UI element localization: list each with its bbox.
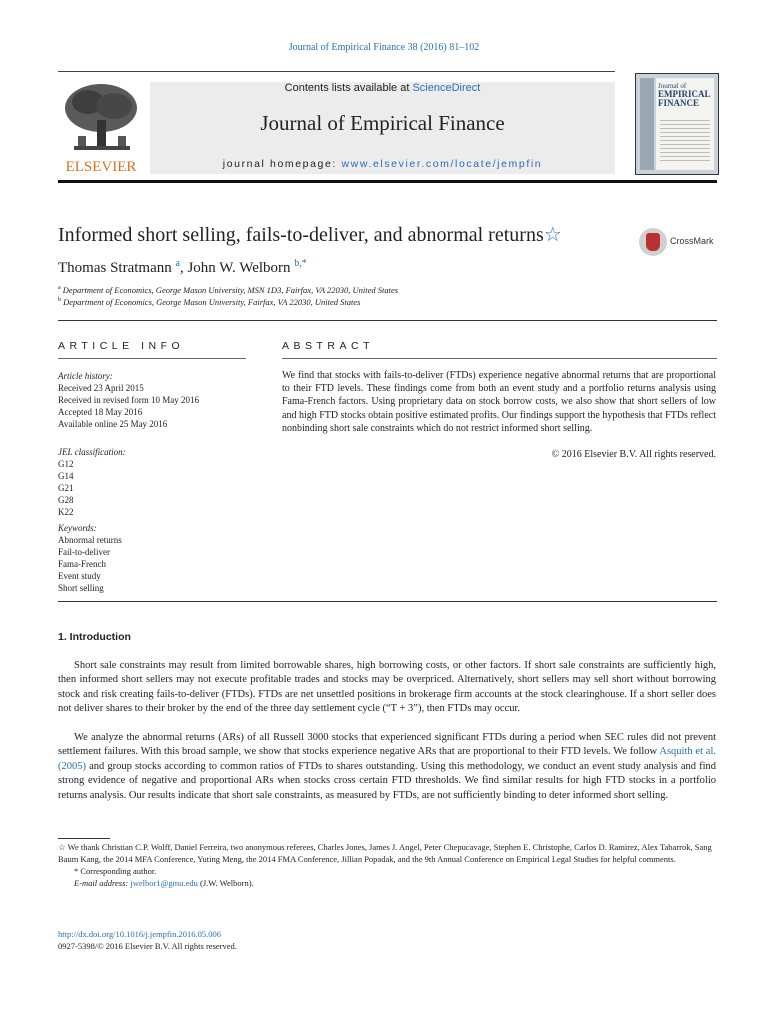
crossmark-label: CrossMark <box>670 236 714 246</box>
footnote-asterisk: * <box>74 866 79 876</box>
footnote-corresponding <box>58 865 716 877</box>
jel-code: G21 <box>58 483 74 493</box>
paragraph-text: We analyze the abnormal returns (ARs) of all Russell 3000 stocks that experienced significant FTDs during a period when SEC rules did not prevent settlement failures. With this broad sample, we show that stocks experience negative ARs that are proportional to their FTD levels. We follow <box>58 732 716 758</box>
body-paragraph: Short sale constraints may result from limited borrowable shares, high borrowing costs, or other factors. If short sale constraints are sufficiently high, then informed short sellers may not execute profitable trades and stocks may be overpriced. Alternatively, short sellers may sell short without borrowing stock and risk creating fails-to-deliver (FTDs). FTDs are net unsettled positions in brokerage firm accounts at the stock clearinghouse. If a short seller does not deliver shares to their broker by the end of the three day settlement cycle (“T + 3”), then FTDs may occur. <box>58 660 716 715</box>
keyword: Event study <box>58 571 101 581</box>
affiliation-b <box>58 297 360 307</box>
footnote-email <box>58 877 716 889</box>
journal-title: Journal of Empirical Finance <box>260 111 505 135</box>
jel-label: JEL classification: <box>58 447 126 457</box>
divider <box>58 320 717 321</box>
history-item: Accepted 18 May 2016 <box>58 407 143 417</box>
affiliation-text: Department of Economics, George Mason University, MSN 1D3, Fairfax, VA 22030, United States <box>62 285 399 295</box>
jel-classification <box>58 446 258 518</box>
author-list <box>58 258 307 277</box>
abstract-text: We find that stocks with fails-to-deliver (FTDs) experience negative abnormal returns that are proportional to their FTD levels. These findings come from both an event study and a portfolio returns analysis using Fama-French factors. Using proprietary data on stock borrow costs, we also show that short sellers of low and high FTD stocks obtain positive estimated profits. Our findings support the hypothesis that FTDs reflect nonbinding short sale constraints which do not restrict informed short selling. <box>282 370 716 434</box>
section-heading: 1. Introduction <box>58 631 131 643</box>
crossmark-icon <box>639 228 667 256</box>
abstract-heading: ABSTRACT <box>282 340 375 352</box>
author-affiliation-link[interactable]: b,* <box>294 258 307 269</box>
affiliation-a <box>58 285 398 295</box>
author-affiliation-link[interactable]: a <box>175 258 180 269</box>
affiliation-marker: a <box>58 285 61 292</box>
abstract-rule <box>282 358 717 359</box>
footnote-text: Corresponding author. <box>80 866 157 876</box>
jel-code: G12 <box>58 459 74 469</box>
elsevier-logo[interactable] <box>58 80 144 174</box>
keywords <box>58 522 258 594</box>
body-paragraph <box>58 731 716 803</box>
keyword: Fama-French <box>58 559 106 569</box>
paragraph-text: and group stocks according to common ratios of FTDs to shares outstanding. Using this methodology, we conduct an event study analysis and find strong evidence of negative and proportional ARs when stocks cross certain FTD thresholds. We find similar results for high FTD stocks in a portfolio returns analysis. Our results indicate that short sale constraints, as measured by FTDs, are not sufficiently binding to deter informed short selling. <box>58 760 716 801</box>
author-separator: , <box>179 260 188 276</box>
abstract-copyright: © 2016 Elsevier B.V. All rights reserved. <box>551 449 716 460</box>
crossmark-badge[interactable] <box>639 228 719 256</box>
footnote-rule <box>58 838 110 839</box>
homepage-line <box>150 158 615 170</box>
email-suffix: (J.W. Welborn). <box>197 878 254 888</box>
article-info-heading: ARTICLE INFO <box>58 340 185 352</box>
contents-line <box>150 82 615 94</box>
contents-prefix: Contents lists available at <box>284 82 413 94</box>
doi-link[interactable]: http://dx.doi.org/10.1016/j.jempfin.2016.05.006 <box>58 929 221 939</box>
author-name: John W. Welborn <box>187 260 291 276</box>
elsevier-wordmark: ELSEVIER <box>65 159 137 174</box>
keyword: Fail-to-deliver <box>58 547 110 557</box>
title-footnote-mark[interactable]: ☆ <box>543 224 562 246</box>
journal-reference[interactable]: Journal of Empirical Finance 38 (2016) 81–102 <box>288 42 480 53</box>
history-item: Received 23 April 2015 <box>58 383 144 393</box>
affiliation-text: Department of Economics, George Mason University, Fairfax, VA 22030, United States <box>63 297 361 307</box>
issn-line: 0927-5398/© 2016 Elsevier B.V. All rights reserved. <box>58 941 237 951</box>
homepage-prefix: journal homepage: <box>222 158 342 170</box>
homepage-link[interactable]: www.elsevier.com/locate/jempfin <box>341 158 543 170</box>
affiliation-marker: b <box>58 297 61 304</box>
cover-title-line2: EMPIRICAL FINANCE <box>658 89 711 108</box>
article-history <box>58 370 258 430</box>
header-top-rule <box>58 71 615 72</box>
email-link[interactable]: jwelbor1@gmu.edu <box>130 878 198 888</box>
divider <box>58 601 717 602</box>
jel-code: K22 <box>58 507 74 517</box>
elsevier-tree-icon <box>65 84 137 150</box>
keyword: Abnormal returns <box>58 535 122 545</box>
keywords-label: Keywords: <box>58 523 97 533</box>
history-label: Article history: <box>58 371 113 381</box>
paper-title <box>58 222 562 247</box>
jel-code: G28 <box>58 495 74 505</box>
history-item: Available online 25 May 2016 <box>58 419 168 429</box>
footnotes <box>58 841 716 889</box>
article-info-rule <box>58 358 246 359</box>
footnote-text: We thank Christian C.P. Wolff, Daniel Ferreira, two anonymous referees, Charles Jones, James J. Angel, Peter Chepucavage, Stephen E. Christophe, Carlos D. Ramirez, Alex Tabarrok, Sang Baum Kang, the 2014 MFA Conference, Yuting Meng, the 2014 FMA Conference, Jillian Popadak, and the 9th Annual Conference on Empirical Legal Studies for helpful comments. <box>58 842 712 864</box>
footnote-acknowledgement <box>58 841 716 865</box>
keyword: Short selling <box>58 583 104 593</box>
author-name: Thomas Stratmann <box>58 260 172 276</box>
paper-title-text: Informed short selling, fails-to-deliver, and abnormal returns <box>58 224 544 246</box>
history-item: Received in revised form 10 May 2016 <box>58 395 199 405</box>
cover-text-lines <box>660 120 710 164</box>
citation-link[interactable]: Asquith et al. (2005) <box>58 746 716 772</box>
footnote-star-mark: ☆ <box>58 842 66 852</box>
email-label: E-mail address: <box>74 878 131 888</box>
cover-stripe <box>640 78 654 170</box>
jel-code: G14 <box>58 471 74 481</box>
cover-title-line1: Journal of <box>658 82 687 90</box>
sciencedirect-link[interactable]: ScienceDirect <box>412 82 481 94</box>
journal-cover-thumbnail[interactable] <box>635 73 719 175</box>
header-thick-rule <box>58 180 717 183</box>
